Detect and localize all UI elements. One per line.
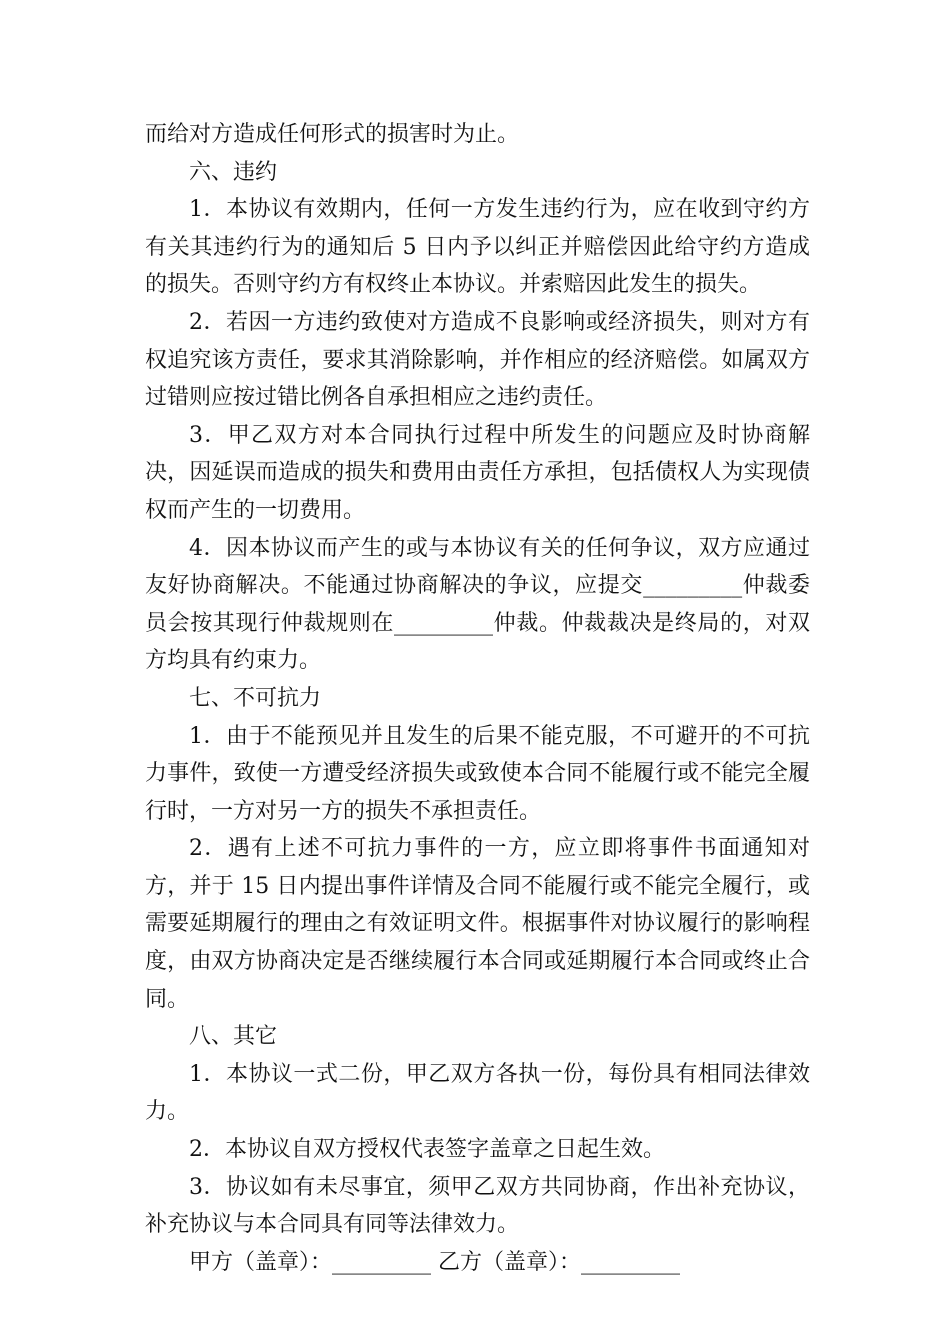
paragraph: 1．由于不能预见并且发生的后果不能克服，不可避开的不可抗力事件，致使一方遭受经济损失或致使本合同不能履行或不能完全履行时，一方对另一方的损失不承担责任。	[145, 723, 810, 824]
section-heading-other: 八、其它	[189, 1024, 278, 1050]
paragraph: 1．本协议有效期内，任何一方发生违约行为，应在收到守约方有关其违约行为的通知后 5 日内予以纠正并赔偿因此给守约方造成的损失。否则守约方有权终止本协议。并索赔因此发生的损失。	[145, 197, 810, 298]
paragraph: 3．协议如有未尽事宜，须甲乙双方共同协商，作出补充协议，补充协议与本合同具有同等法律效力。	[145, 1174, 810, 1238]
paragraph: 4．因本协议而产生的或与本协议有关的任何争议，双方应通过友好协商解决。不能通过协商解决的争议，应提交_________仲裁委员会按其现行仲裁规则在_________仲裁。仲裁裁决是终局的，对双方均具有约束力。	[145, 535, 810, 674]
paragraph: 2．遇有上述不可抗力事件的一方，应立即将事件书面通知对方，并于 15 日内提出事件详情及合同不能履行或不能完全履行，或需要延期履行的理由之有效证明文件。根据事件对协议履行的影响程度，由双方协商决定是否继续履行本合同或延期履行本合同或终止合同。	[145, 836, 810, 1012]
paragraph: 1．本协议一式二份，甲乙双方各执一份，每份具有相同法律效力。	[145, 1061, 810, 1125]
section-heading-force-majeure: 七、不可抗力	[189, 685, 322, 711]
paragraph: 2．若因一方违约致使对方造成不良影响或经济损失，则对方有权追究该方责任，要求其消除影响，并作相应的经济赔偿。如属双方过错则应按过错比例各自承担相应之违约责任。	[145, 309, 810, 411]
paragraph: 而给对方造成任何形式的损害时为止。	[145, 122, 520, 147]
section-heading-breach: 六、违约	[189, 159, 278, 185]
paragraph: 2．本协议自双方授权代表签字盖章之日起生效。	[189, 1137, 665, 1163]
signature-line: 甲方（盖章）：_________ 乙方（盖章）：_________	[189, 1249, 680, 1275]
paragraph: 3．甲乙双方对本合同执行过程中所发生的问题应及时协商解决，因延误而造成的损失和费用由责任方承担，包括债权人为实现债权而产生的一切费用。	[145, 422, 810, 523]
document-body	[145, 116, 810, 1281]
